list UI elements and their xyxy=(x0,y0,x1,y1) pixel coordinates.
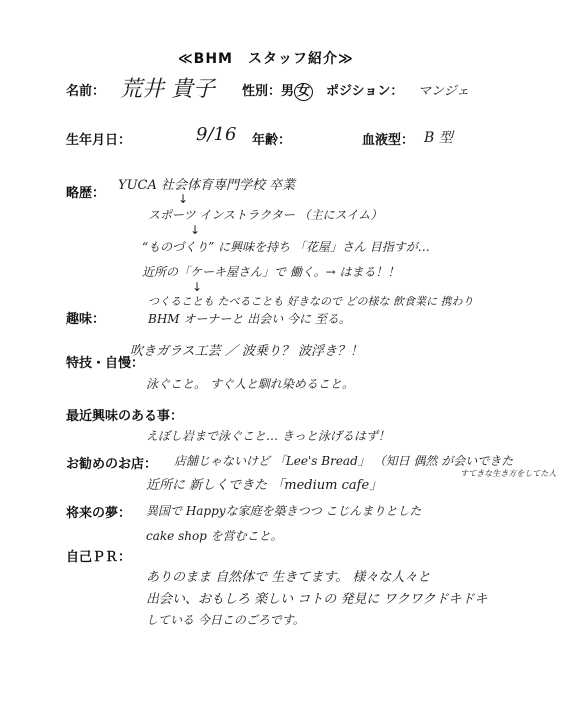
history-line-2: スポーツ インストラクター （主にスイム） xyxy=(148,208,383,222)
history-arrow-3: ↓ xyxy=(192,280,203,294)
skill-value-2: 泳ぐこと。 すぐ人と馴れ染めること。 xyxy=(146,377,354,391)
age-label: 年齢： xyxy=(252,133,292,148)
shop-line-1: 店舗じゃないけど 「Lee's Bread」 （知日 偶然 が会いできた xyxy=(174,454,514,468)
history-arrow-1: ↓ xyxy=(178,192,189,206)
history-label: 略歴： xyxy=(66,186,106,201)
birthday-label: 生年月日： xyxy=(66,133,132,148)
history-line-4: 近所の「ケーキ屋さん」で 働く。→ はまる！！ xyxy=(142,265,400,279)
page-title: ≪BHM スタッフ紹介≫ xyxy=(178,51,354,67)
dream-line-2: cake shop を営むこと。 xyxy=(146,529,283,543)
position-label: ポジション： xyxy=(326,84,404,99)
pr-line-2: 出会い、おもしろ 楽しい コトの 発見に ワクワクドキドキ xyxy=(146,592,488,607)
gender-circled-value: 女 xyxy=(294,83,313,101)
shop-line-2: 近所に 新しくできた 「medium cafe」 xyxy=(146,478,383,493)
dream-line-1: 異国で Happyな家庭を築きつつ こじんまりとした xyxy=(146,504,422,518)
birthday-value: 9/16 xyxy=(196,124,237,145)
dream-label: 将来の夢： xyxy=(66,506,132,521)
pr-label: 自己ＰＲ： xyxy=(66,550,132,565)
shop-label: お勧めのお店： xyxy=(66,457,158,472)
name-label: 名前： xyxy=(66,84,106,99)
blood-value: B 型 xyxy=(424,130,453,146)
recent-value: えぼし岩まで泳ぐこと… きっと泳げるはず！ xyxy=(146,429,390,443)
history-arrow-2: ↓ xyxy=(190,223,201,237)
hobby-line-2: BHM オーナーと 出会い 今に 至る。 xyxy=(148,312,351,326)
pr-line-3: している 今日このごろです。 xyxy=(146,613,305,627)
gender-label xyxy=(242,80,313,101)
gender-label-text: 性別：男 xyxy=(242,84,295,99)
blood-label: 血液型： xyxy=(362,133,415,148)
hobby-label: 趣味： xyxy=(66,312,106,327)
skill-label: 特技・自慢： xyxy=(66,356,145,371)
recent-label: 最近興味のある事： xyxy=(66,409,184,424)
skill-value: 吹きガラス工芸 ／ 波乗り？ 波浮き？！ xyxy=(130,344,364,359)
pr-line-1: ありのまま 自然体で 生きてます。 様々な人々と xyxy=(146,570,431,585)
name-value: 荒井 貴子 xyxy=(120,77,215,102)
shop-line-1-note: すてきな生き方をしてた人 xyxy=(460,469,557,478)
hobby-line-1: つくることも たべることも 好きなので どの様な 飲食業に 携わり xyxy=(148,295,474,308)
history-line-1: YUCA 社会体育専門学校 卒業 xyxy=(118,178,296,193)
position-value: マンジェ xyxy=(418,84,470,99)
history-line-3: “ものづくり” に興味を持ち 「花屋」さん 目指すが… xyxy=(142,240,430,254)
